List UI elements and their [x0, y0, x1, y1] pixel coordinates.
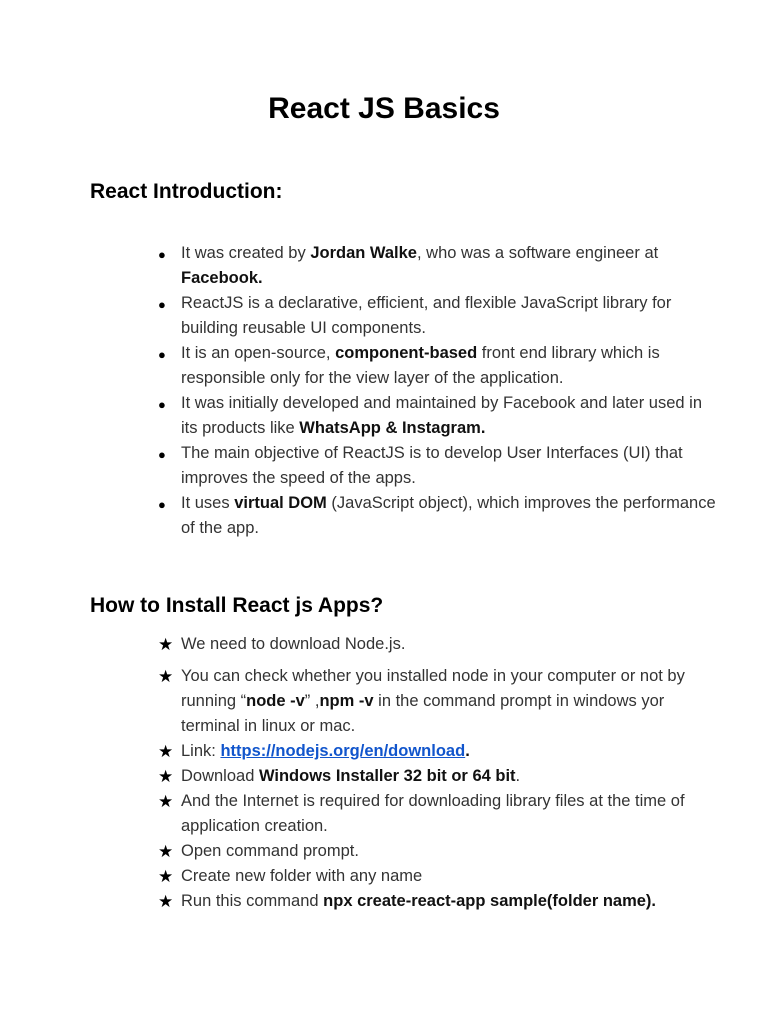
list-item: ● It was initially developed and maintained by Facebook and later used in its products like WhatsApp & Instagram.	[158, 394, 702, 437]
star-icon: ★	[158, 767, 174, 786]
section-heading-install: How to Install React js Apps?	[90, 594, 384, 617]
bullet-icon: ●	[158, 447, 166, 462]
star-icon: ★	[158, 842, 174, 861]
list-item: ★ Run this command npx create-react-app sample(folder name).	[158, 889, 718, 914]
bullet-icon: ●	[158, 247, 166, 262]
list-item: ★ We need to download Node.js.	[158, 632, 718, 657]
page-title: React JS Basics	[268, 92, 500, 125]
list-item: ● It was created by Jordan Walke, who was a software engineer at Facebook.	[158, 244, 659, 287]
list-item: ● It uses virtual DOM (JavaScript object), which improves the performance of the app.	[158, 494, 716, 537]
list-item: ● ReactJS is a declarative, efficient, and flexible JavaScript library for building reusable UI components.	[158, 294, 672, 337]
list-item: ● The main objective of ReactJS is to develop User Interfaces (UI) that improves the speed of the apps.	[158, 444, 683, 487]
list-item: ★ Link: https://nodejs.org/en/download.	[158, 739, 718, 764]
section-heading-introduction: React Introduction:	[90, 180, 283, 203]
install-steps-list	[158, 632, 718, 914]
bullet-icon: ●	[158, 397, 166, 412]
bullet-icon: ●	[158, 497, 166, 512]
bullet-icon: ●	[158, 347, 166, 362]
star-icon: ★	[158, 667, 174, 686]
list-item: ★ Create new folder with any name	[158, 864, 718, 889]
star-icon: ★	[158, 635, 174, 654]
star-icon: ★	[158, 792, 174, 811]
star-icon: ★	[158, 742, 174, 761]
introduction-list	[158, 241, 718, 541]
list-item: ● It is an open-source, component-based front end library which is responsible only for the view layer of the application.	[158, 344, 660, 387]
list-item: ★ You can check whether you installed node in your computer or not by running “node -v” ,npm -v in the command prompt in windows yor terminal in linux or mac.	[158, 664, 718, 739]
list-item: ★ And the Internet is required for downloading library files at the time of application creation.	[158, 789, 718, 839]
nodejs-download-link[interactable]: https://nodejs.org/en/download	[220, 742, 466, 760]
list-item: ★ Open command prompt.	[158, 839, 718, 864]
star-icon: ★	[158, 867, 174, 886]
bullet-icon: ●	[158, 297, 166, 312]
star-icon: ★	[158, 892, 174, 911]
list-item: ★ Download Windows Installer 32 bit or 64 bit.	[158, 764, 718, 789]
